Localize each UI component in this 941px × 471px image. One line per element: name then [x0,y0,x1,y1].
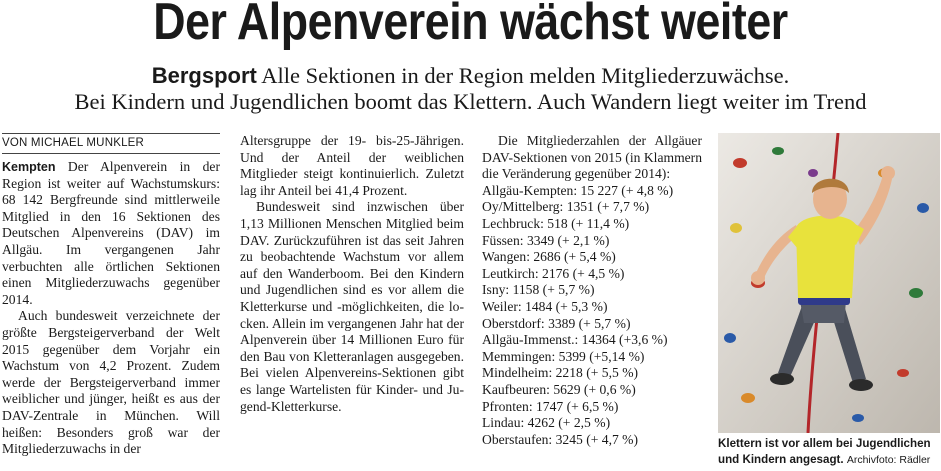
subheadline-line1 [0,63,941,89]
kicker: Bergsport [151,63,257,88]
photo-caption [718,436,941,468]
caption-line-1: Klettern ist vor allem bei Jugendlichen [718,437,931,450]
membership-intro: Die Mitgliederzahlen der Allgäuer DAV-Sektionen von 2015 (in Klammern die Veränderung gegenüber 2014): [482,133,702,182]
list-item: Kaufbeuren: 5629 (+ 0,6 %) [482,381,636,397]
membership-column [482,133,702,448]
list-item: Allgäu-Immenst.: 14364 (+3,6 %) [482,332,668,348]
climbing-photo [718,133,940,433]
list-item: Wangen: 2686 (+ 5,4 %) [482,249,616,265]
list-item: Memmingen: 5399 (+5,14 %) [482,348,645,364]
list-item: Mindelheim: 2218 (+ 5,5 %) [482,365,639,381]
list-item: Oberstdorf: 3389 (+ 5,7 %) [482,315,631,331]
list-item: Weiler: 1484 (+ 5,3 %) [482,298,608,314]
caption-line-2: und Kindern angesagt. [718,453,844,466]
climbing-boy-illustration [718,133,940,433]
paragraph-3: Altersgruppe der 19- bis-25-Jährigen. Und der Anteil der weiblichen Mitglieder steigt kontinuierlich. Zuletzt lag ihr Anteil bei 41,4 Prozent. [240,133,464,198]
list-item: Oy/Mittelberg: 1351 (+ 7,7 %) [482,199,650,215]
list-item: Pfronten: 1747 (+ 6,5 %) [482,398,619,414]
subheadline-text-1: Alle Sektionen in der Region melden Mitgliederzuwächse. [261,63,790,88]
photo-credit: Archivfoto: Rädler [846,454,931,466]
headline: Der Alpenverein wächst weiter [153,0,788,51]
list-item: Lindau: 4262 (+ 2,5 %) [482,415,611,431]
dateline: Kempten [2,160,56,174]
list-item: Isny: 1158 (+ 5,7 %) [482,282,595,298]
subheadline-line2: Bei Kindern und Jugendlichen boomt das Klettern. Auch Wandern liegt weiter im Trend [74,89,867,114]
membership-list [482,183,702,449]
article-column-1 [2,133,220,458]
list-item: Allgäu-Kempten: 15 227 (+ 4,8 %) [482,182,674,198]
list-item: Lechbruck: 518 (+ 11,4 %) [482,215,630,231]
paragraph-1-text: Der Alpenverein in der Region ist weiter auf Wachstumskurs: 68 142 Bergfreunde sind mittlerweile Mitglied in den 16 Sektionen des Deutschen Alpenvereins (DAV) im Allgäu. Im vergangenen Jahr verbuchten alle örtlichen Sektionen einen Mitgliederzuwachs gegenüber 2014. [2,159,220,307]
paragraph-4: Bundesweit sind inzwischen über 1,13 Millionen Menschen Mitglied beim DAV. Zurückzuführen ist das seit Jahren zu beobachtende Wachstum vor allem auf den Wanderboom. Bei den Kindern und Jugendlichen sind es vor allem die Kletterkurse und -möglichkeiten, die locken. Allein im vergangenen Jahr hat der Alpenverein über 14 Millionen Euro für den Bau von Kletteranlagen ausgegeben. Bei vielen Alpenvereins-Sektionen gibt es lange Wartelisten für Kinder- und Jugend-Kletterkurse. [240,199,464,414]
article-column-2 [240,133,464,415]
list-item: Leutkirch: 2176 (+ 4,5 %) [482,265,625,281]
list-item: Oberstaufen: 3245 (+ 4,7 %) [482,431,639,447]
paragraph-2: Auch bundesweit verzeichnete der größte Bergsteigerverband der Welt 2015 gegenüber dem Vorjahr ein Wachstum von 4,2 Prozent. Zudem werde der Bergsteigerverband immer weiblicher und jünger, heißt es aus der DAV-Zentrale in München. Will heißen: Besonders groß war der Mitgliederzuwachs in der [2,308,220,457]
author-byline: VON MICHAEL MUNKLER [2,133,220,154]
paragraph-1 [2,159,220,308]
list-item: Füssen: 3349 (+ 2,1 %) [482,232,610,248]
